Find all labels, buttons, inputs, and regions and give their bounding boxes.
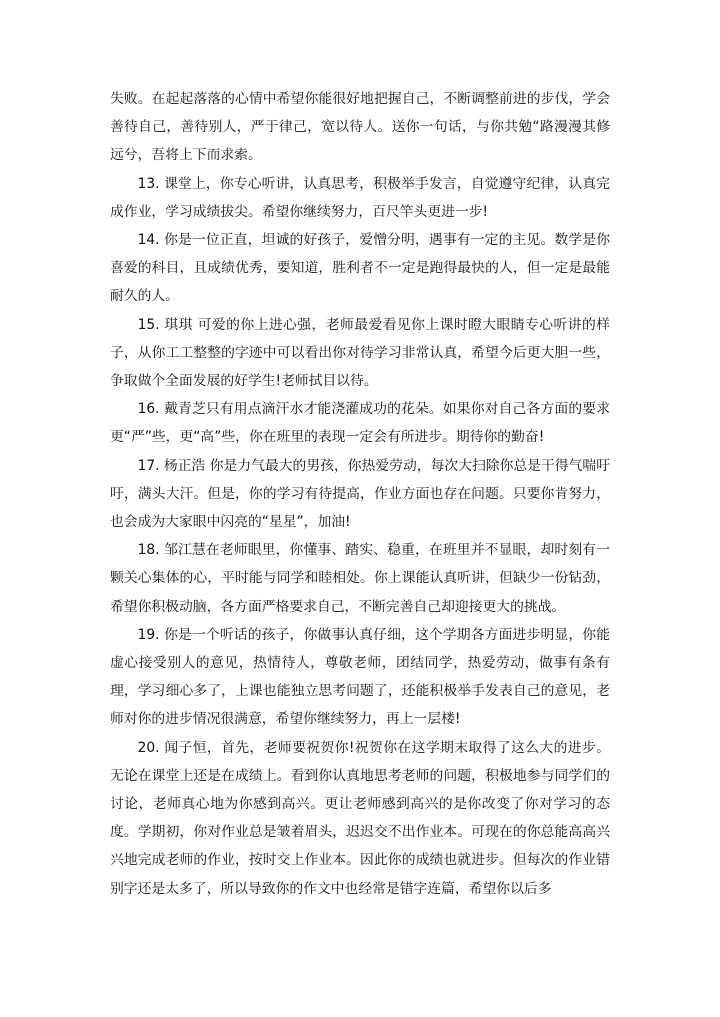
paragraph-comment-20: 20. 闻子恒，首先，老师要祝贺你!祝贺你在这学期末取得了这么大的进步。无论在课堂上还是在成绩上。看到你认真地思考老师的问题，积极地参与同学们的讨论，老师真心地为你感到高兴。更让老师感到高兴的是你改变了你对学习的态度。学期初，你对作业总是皱着眉头，迟迟交不出作业本。可现在的你总能高高兴兴地完成老师的作业，按时交上作业本。因此你的成绩也就进步。但每次的作业错别字还是太多了，所以导致你的作文中也经常是错字连篇，希望你以后多 bbox=[110, 739, 610, 897]
paragraph-comment-13: 13. 课堂上，你专心听讲，认真思考，积极举手发言，自觉遵守纪律，认真完成作业，学习成绩拔尖。希望你继续努力，百尺竿头更进一步! bbox=[110, 175, 610, 220]
paragraph-continuation: 失败。在起起落落的心情中希望你能很好地把握自己，不断调整前进的步伐，学会善待自己，善待别人，严于律己，宽以待人。送你一句话，与你共勉“路漫漫其修远兮，吾将上下而求索。 bbox=[110, 91, 610, 164]
paragraph-comment-16: 16. 戴青芝只有用点滴汗水才能浇灌成功的花朵。如果你对自己各方面的要求更“严”些，更“高”些，你在班里的表现一定会有所进步。期待你的勤奋! bbox=[110, 401, 610, 446]
document-body bbox=[110, 85, 610, 903]
paragraph-comment-19: 19. 你是一个听话的孩子，你做事认真仔细，这个学期各方面进步明显，你能虚心接受别人的意见，热情待人，尊敬老师，团结同学，热爱劳动，做事有条有理，学习细心多了，上课也能独立思考问题了，还能积极举手发表自己的意见，老师对你的进步情况很满意，希望你继续努力，再上一层楼! bbox=[110, 626, 610, 728]
paragraph-comment-18: 18. 邹江慧在老师眼里，你懂事、踏实、稳重，在班里并不显眼，却时刻有一颗关心集体的心，平时能与同学和睦相处。你上课能认真听讲，但缺少一份钻劲，希望你积极动脑，各方面严格要求自己，不断完善自己却迎接更大的挑战。 bbox=[110, 542, 610, 615]
paragraph-comment-14: 14. 你是一位正直，坦诚的好孩子，爱憎分明，遇事有一定的主见。数学是你喜爱的科目，且成绩优秀，要知道，胜利者不一定是跑得最快的人，但一定是最能耐久的人。 bbox=[110, 232, 610, 305]
paragraph-comment-17: 17. 杨正浩 你是力气最大的男孩，你热爱劳动，每次大扫除你总是干得气喘吁吁，满头大汗。但是，你的学习有待提高，作业方面也存在问题。只要你肯努力，也会成为大家眼中闪亮的“星星”，加油! bbox=[110, 457, 610, 531]
paragraph-comment-15: 15. 琪琪 可爱的你上进心强，老师最爱看见你上课时瞪大眼睛专心听讲的样子，从你工工整整的字迹中可以看出你对待学习非常认真，希望今后更大胆一些，争取做个全面发展的好学生!老师拭目以待。 bbox=[110, 316, 610, 390]
